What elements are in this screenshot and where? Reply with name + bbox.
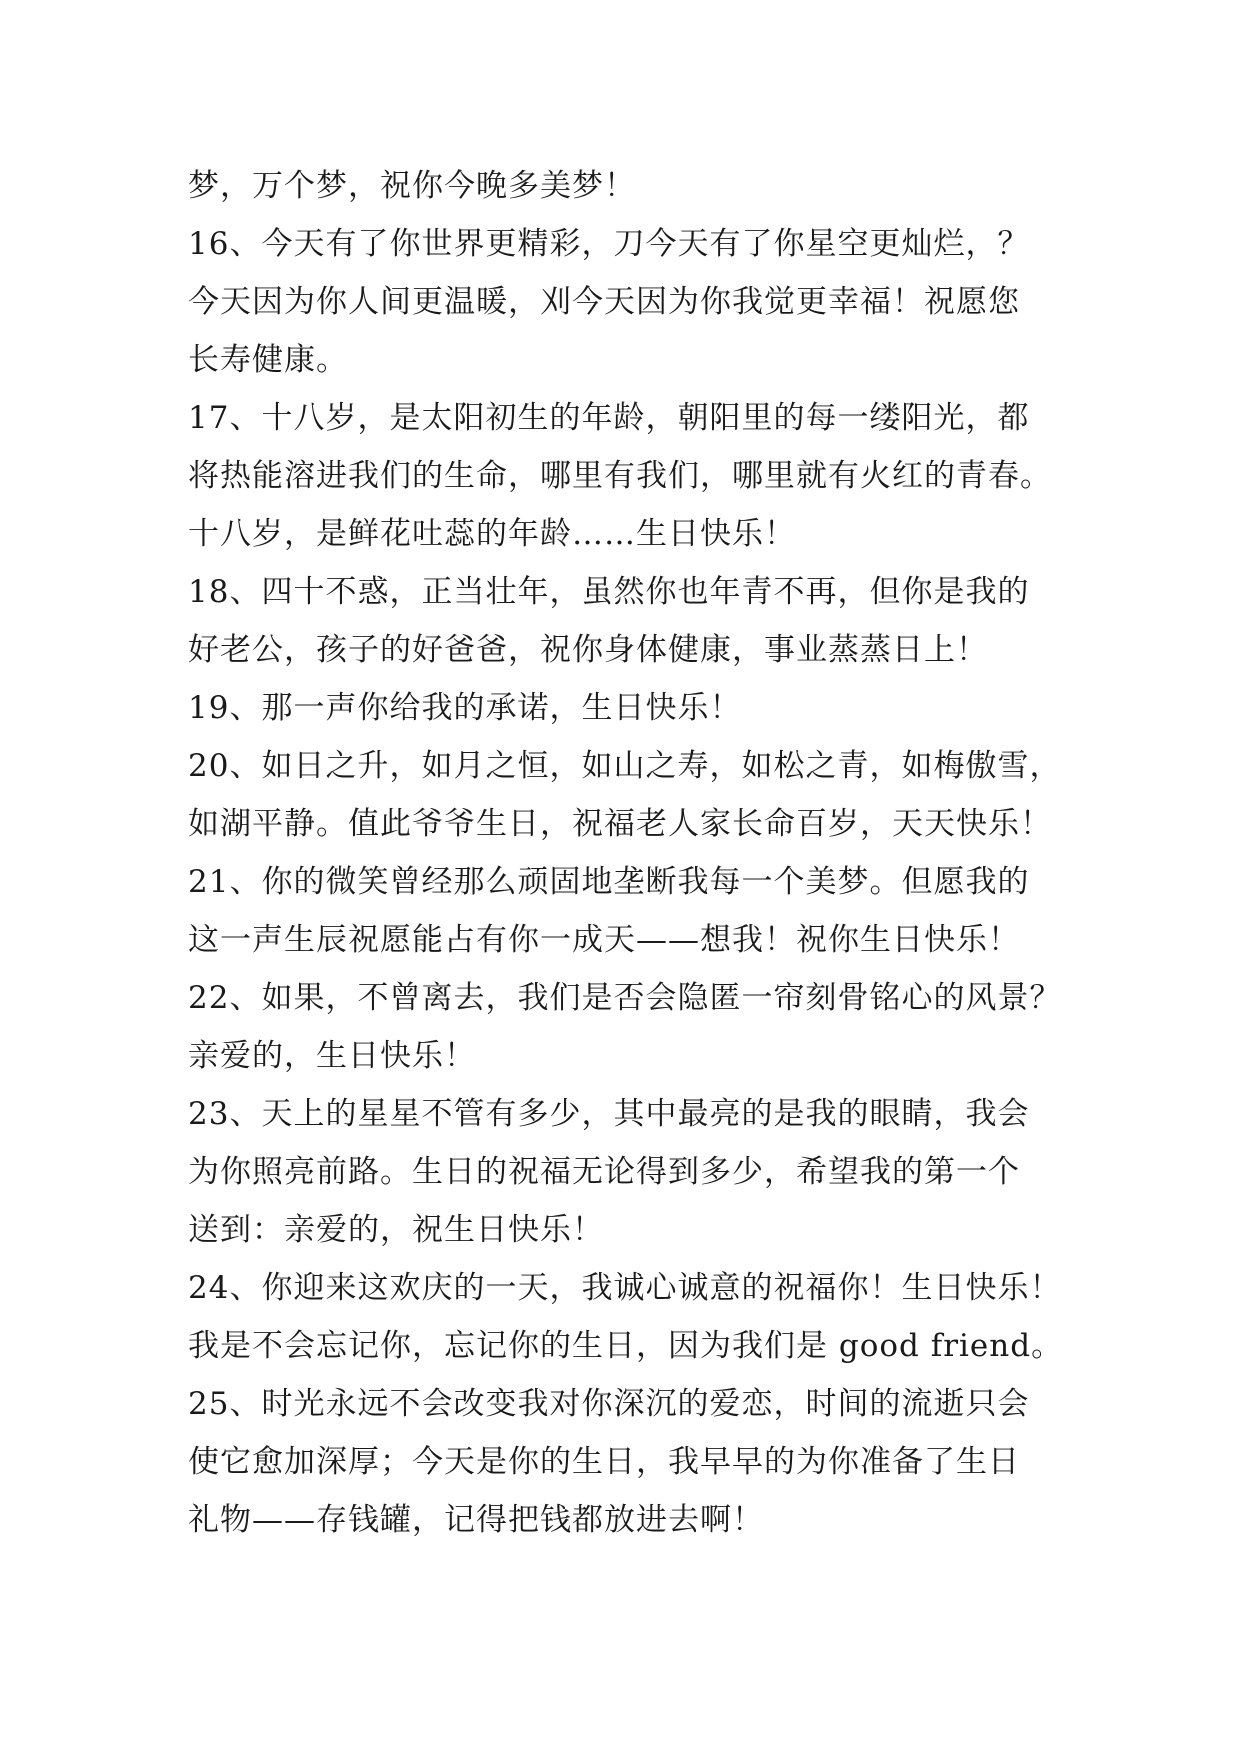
text-line: 长寿健康。 bbox=[188, 342, 348, 378]
text-line: 21、你的微笑曾经那么顽固地垄断我每一个美梦。但愿我的 bbox=[188, 864, 1030, 900]
text-line: 礼物——存钱罐，记得把钱都放进去啊！ bbox=[188, 1502, 764, 1538]
text-line: 梦，万个梦，祝你今晚多美梦！ bbox=[188, 168, 636, 204]
text-line: 25、时光永远不会改变我对你深沉的爱恋，时间的流逝只会 bbox=[188, 1386, 1030, 1422]
text-line: 我是不会忘记你，忘记你的生日，因为我们是 good friend。 bbox=[188, 1328, 1064, 1364]
text-line: 16、今天有了你世界更精彩，刀今天有了你星空更灿烂，？ bbox=[188, 226, 1030, 262]
text-line: 好老公，孩子的好爸爸，祝你身体健康，事业蒸蒸日上！ bbox=[188, 632, 988, 668]
text-line: 十八岁，是鲜花吐蕊的年龄……生日快乐！ bbox=[188, 516, 796, 552]
text-line: 17、十八岁，是太阳初生的年龄，朝阳里的每一缕阳光，都 bbox=[188, 400, 1030, 436]
text-line: 19、那一声你给我的承诺，生日快乐！ bbox=[188, 690, 742, 726]
text-line: 如湖平静。值此爷爷生日，祝福老人家长命百岁，天天快乐！ bbox=[188, 806, 1052, 842]
document-body bbox=[188, 157, 1068, 1549]
text-line: 亲爱的，生日快乐！ bbox=[188, 1038, 476, 1074]
text-line: 23、天上的星星不管有多少，其中最亮的是我的眼睛，我会 bbox=[188, 1096, 1030, 1132]
text-line: 送到：亲爱的，祝生日快乐！ bbox=[188, 1212, 604, 1248]
text-line: 使它愈加深厚；今天是你的生日，我早早的为你准备了生日 bbox=[188, 1444, 1020, 1480]
text-line: 20、如日之升，如月之恒，如山之寿，如松之青，如梅傲雪， bbox=[188, 748, 1062, 784]
text-line: 今天因为你人间更温暖，刈今天因为你我觉更幸福！祝愿您 bbox=[188, 284, 1020, 320]
text-line: 这一声生辰祝愿能占有你一成天——想我！祝你生日快乐！ bbox=[188, 922, 1020, 958]
text-line: 为你照亮前路。生日的祝福无论得到多少，希望我的第一个 bbox=[188, 1154, 1020, 1190]
text-line: 24、你迎来这欢庆的一天，我诚心诚意的祝福你！生日快乐！ bbox=[188, 1270, 1062, 1306]
text-line: 22、如果，不曾离去，我们是否会隐匿一帘刻骨铭心的风景？ bbox=[188, 980, 1062, 1016]
text-line: 将热能溶进我们的生命，哪里有我们，哪里就有火红的青春。 bbox=[188, 458, 1052, 494]
text-line: 18、四十不惑，正当壮年，虽然你也年青不再，但你是我的 bbox=[188, 574, 1030, 610]
